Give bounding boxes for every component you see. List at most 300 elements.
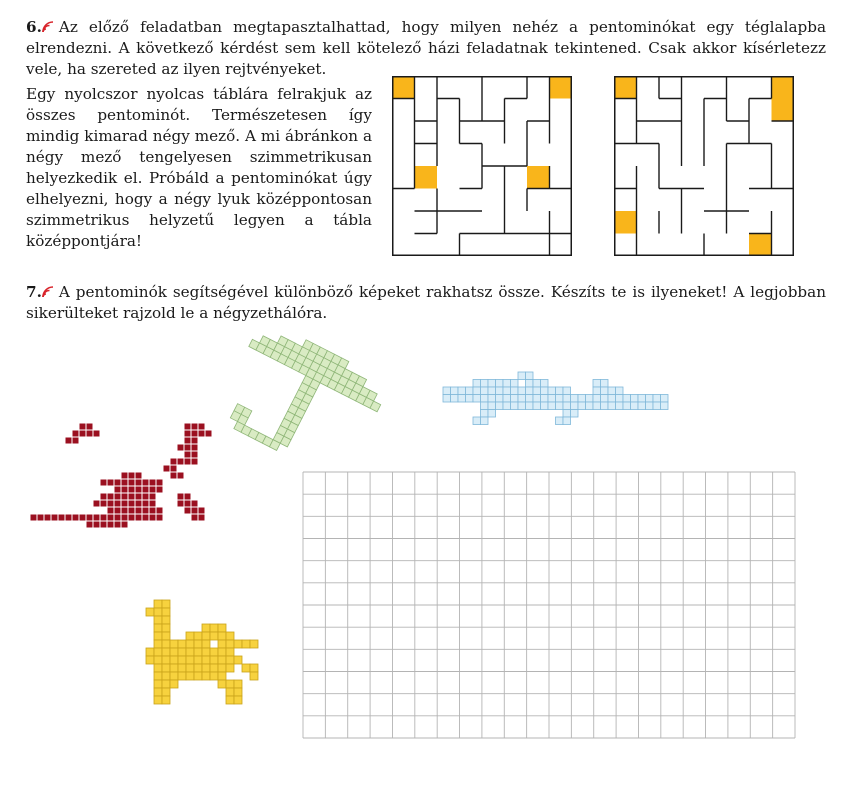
camel-cell: [226, 648, 234, 656]
crocodile-cell: [533, 402, 541, 410]
crocodile-cell: [511, 387, 519, 395]
crocodile-cell: [526, 402, 534, 410]
camel-cell: [194, 640, 202, 648]
crocodile-cell: [623, 402, 631, 410]
dinosaur-cell: [198, 430, 205, 437]
dinosaur-cell: [121, 521, 128, 528]
crocodile-cell: [661, 402, 669, 410]
dinosaur-cell: [121, 500, 128, 507]
practice-square-grid[interactable]: [302, 471, 796, 739]
camel-cell: [170, 680, 178, 688]
dinosaur-cell: [198, 514, 205, 521]
crocodile-cell: [601, 402, 609, 410]
dinosaur-cell: [177, 465, 184, 472]
dinosaur-cell: [142, 479, 149, 486]
dinosaur-cell: [184, 430, 191, 437]
dinosaur-cell: [205, 430, 212, 437]
camel-cell: [226, 632, 234, 640]
crocodile-cell: [451, 387, 459, 395]
crocodile-cell: [496, 395, 504, 403]
dinosaur-cell: [149, 514, 156, 521]
crocodile-cell: [601, 387, 609, 395]
camel-cell: [186, 648, 194, 656]
dinosaur-cell: [135, 500, 142, 507]
crocodile-cell: [563, 387, 571, 395]
dinosaur-cell: [107, 521, 114, 528]
dinosaur-cell: [184, 500, 191, 507]
crocodile-cell: [473, 380, 481, 388]
crocodile-cell: [556, 395, 564, 403]
dinosaur-cell: [100, 521, 107, 528]
camel-cell: [202, 664, 210, 672]
feasibility-signal-icon: [42, 21, 55, 33]
dinosaur-cell: [184, 451, 191, 458]
dinosaur-cell: [128, 514, 135, 521]
dinosaur-cell: [93, 514, 100, 521]
dinosaur-cell: [65, 514, 72, 521]
crocodile-cell: [541, 387, 549, 395]
crocodile-cell: [616, 387, 624, 395]
dinosaur-cell: [163, 472, 170, 479]
camel-cell: [186, 656, 194, 664]
camel-cell: [178, 672, 186, 680]
board-hole-cell: [392, 76, 415, 99]
piece-borders: [614, 76, 794, 256]
dinosaur-cell: [149, 479, 156, 486]
crocodile-cell: [526, 372, 534, 380]
camel-cell: [162, 688, 170, 696]
dinosaur-cell: [86, 514, 93, 521]
crocodile-cell: [563, 402, 571, 410]
crocodile-cell: [593, 402, 601, 410]
dinosaur-cell: [121, 465, 128, 472]
camel-cell: [234, 680, 242, 688]
crocodile-cell: [631, 395, 639, 403]
dinosaur-cell: [72, 430, 79, 437]
crocodile-cell: [593, 380, 601, 388]
crocodile-cell: [571, 395, 579, 403]
crocodile-cell: [496, 402, 504, 410]
camel-cell: [218, 624, 226, 632]
camel-cell: [162, 672, 170, 680]
camel-cell: [210, 648, 218, 656]
dinosaur-cell: [65, 437, 72, 444]
dinosaur-cell: [93, 521, 100, 528]
crocodile-cell: [586, 395, 594, 403]
task-6-intro: [26, 17, 826, 80]
crocodile-cell: [616, 402, 624, 410]
dinosaur-cell: [142, 486, 149, 493]
camel-cell: [218, 648, 226, 656]
crocodile-cell: [481, 417, 489, 425]
dinosaur-cell: [121, 479, 128, 486]
dinosaur-cell: [114, 465, 121, 472]
camel-cell: [210, 624, 218, 632]
dinosaur-cell: [177, 444, 184, 451]
camel-cell: [242, 640, 250, 648]
crocodile-cell: [548, 387, 556, 395]
dinosaur-cell: [156, 465, 163, 472]
camel-cell: [250, 664, 258, 672]
dinosaur-cell: [114, 514, 121, 521]
camel-cell: [178, 664, 186, 672]
dinosaur-cell: [177, 500, 184, 507]
crocodile-cell: [646, 395, 654, 403]
camel-cell: [234, 688, 242, 696]
crocodile-cell: [488, 380, 496, 388]
dinosaur-cell: [100, 514, 107, 521]
dinosaur-cell: [79, 423, 86, 430]
dinosaur-cell: [128, 507, 135, 514]
dinosaur-cell: [114, 479, 121, 486]
crocodile-cell: [631, 402, 639, 410]
dinosaur-cell: [170, 458, 177, 465]
crocodile-cell: [526, 380, 534, 388]
crocodile-cell: [518, 372, 526, 380]
camel-cell: [170, 648, 178, 656]
board-hole-cell: [527, 166, 550, 189]
crocodile-cell: [616, 395, 624, 403]
dinosaur-cell: [163, 465, 170, 472]
dinosaur-cell: [79, 430, 86, 437]
camel-cell: [154, 664, 162, 672]
crocodile-cell: [443, 395, 451, 403]
dinosaur-cell: [191, 451, 198, 458]
camel-cell: [234, 640, 242, 648]
dinosaur-cell: [156, 486, 163, 493]
dinosaur-cell: [100, 493, 107, 500]
crocodile-pentomino-picture: [443, 372, 673, 442]
dinosaur-cell: [128, 458, 135, 465]
crocodile-cell: [533, 380, 541, 388]
dinosaur-cell: [156, 507, 163, 514]
dinosaur-cell: [191, 437, 198, 444]
crocodile-cell: [496, 387, 504, 395]
camel-cell: [218, 680, 226, 688]
camel-cell: [242, 664, 250, 672]
camel-cell: [162, 616, 170, 624]
camel-cell: [170, 664, 178, 672]
camel-cell: [226, 664, 234, 672]
camel-cell: [218, 672, 226, 680]
dinosaur-cell: [135, 458, 142, 465]
dinosaur-cell: [79, 514, 86, 521]
dinosaur-cell: [170, 465, 177, 472]
dinosaur-cell: [149, 486, 156, 493]
camel-cell: [154, 688, 162, 696]
camel-cell: [154, 696, 162, 704]
crocodile-cell: [541, 380, 549, 388]
crocodile-cell: [563, 410, 571, 418]
dinosaur-cell: [191, 458, 198, 465]
camel-cell: [154, 680, 162, 688]
camel-cell: [154, 672, 162, 680]
crocodile-cell: [473, 387, 481, 395]
camel-cell: [226, 656, 234, 664]
camel-cell: [202, 656, 210, 664]
board-hole-cell: [772, 76, 795, 99]
dinosaur-cell: [135, 472, 142, 479]
camel-cell: [162, 648, 170, 656]
dinosaur-cell: [184, 493, 191, 500]
crocodile-cell: [443, 387, 451, 395]
crocodile-cell: [526, 387, 534, 395]
crocodile-cell: [518, 387, 526, 395]
camel-cell: [218, 664, 226, 672]
dinosaur-cell: [37, 514, 44, 521]
crocodile-cell: [458, 387, 466, 395]
dinosaur-cell: [184, 437, 191, 444]
camel-cell: [162, 696, 170, 704]
dinosaur-cell: [114, 500, 121, 507]
camel-cell: [178, 640, 186, 648]
crocodile-cell: [556, 387, 564, 395]
dinosaur-cell: [177, 472, 184, 479]
dinosaur-cell: [121, 507, 128, 514]
camel-cell: [170, 672, 178, 680]
camel-cell: [162, 608, 170, 616]
board-hole-cell: [614, 211, 637, 234]
dinosaur-cell: [114, 486, 121, 493]
crocodile-cell: [466, 387, 474, 395]
dinosaur-cell: [142, 493, 149, 500]
dinosaur-cell: [107, 479, 114, 486]
crocodile-cell: [496, 380, 504, 388]
camel-cell: [202, 648, 210, 656]
crocodile-cell: [481, 402, 489, 410]
crocodile-cell: [653, 395, 661, 403]
dinosaur-cell: [191, 423, 198, 430]
dinosaur-cell: [142, 500, 149, 507]
dinosaur-cell: [114, 472, 121, 479]
dinosaur-cell: [135, 493, 142, 500]
task-6-intro-text: Az előző feladatban megtapasztalhattad, hogy milyen nehéz a pentominókat egy téglalapba elrendezni. A következő kérdést sem kell kötelező házi feladatnak tekintened. Csak akkor kísérletezz vele, ha szereted az ilyen rejtvényeket.: [26, 18, 826, 78]
dinosaur-cell: [149, 493, 156, 500]
camel-cell: [194, 672, 202, 680]
dinosaur-cell: [198, 507, 205, 514]
dinosaur-cell: [191, 444, 198, 451]
camel-cell: [218, 632, 226, 640]
task-7-description: A pentominók segítségével különböző képeket rakhatsz össze. Készíts te is ilyeneket! A legjobban sikerülteket rajzold le a négyzethálóra.: [26, 283, 826, 322]
dinosaur-cell: [149, 458, 156, 465]
camel-cell: [154, 616, 162, 624]
dinosaur-cell: [142, 507, 149, 514]
crocodile-cell: [511, 380, 519, 388]
camel-cell: [186, 672, 194, 680]
crocodile-cell: [473, 417, 481, 425]
camel-cell: [226, 688, 234, 696]
camel-pentomino-picture: [122, 600, 272, 730]
crocodile-cell: [511, 402, 519, 410]
dinosaur-cell: [142, 458, 149, 465]
crocodile-cell: [481, 380, 489, 388]
crocodile-cell: [451, 395, 459, 403]
dinosaur-cell: [149, 500, 156, 507]
camel-cell: [186, 632, 194, 640]
camel-cell: [154, 640, 162, 648]
camel-cell: [210, 672, 218, 680]
camel-cell: [146, 608, 154, 616]
dinosaur-cell: [135, 486, 142, 493]
camel-cell: [178, 656, 186, 664]
camel-cell: [194, 664, 202, 672]
dinosaur-cell: [30, 514, 37, 521]
crocodile-cell: [466, 395, 474, 403]
crocodile-cell: [601, 380, 609, 388]
task-7-text: [26, 282, 826, 324]
crocodile-cell: [571, 410, 579, 418]
dinosaur-cell: [149, 472, 156, 479]
crocodile-cell: [563, 395, 571, 403]
crocodile-cell: [623, 395, 631, 403]
crocodile-cell: [578, 402, 586, 410]
dinosaur-cell: [93, 500, 100, 507]
camel-cell: [210, 664, 218, 672]
camel-cell: [170, 640, 178, 648]
camel-cell: [154, 600, 162, 608]
dinosaur-cell: [107, 493, 114, 500]
dinosaur-cell: [184, 444, 191, 451]
dinosaur-cell: [100, 500, 107, 507]
camel-cell: [234, 656, 242, 664]
crocodile-cell: [593, 395, 601, 403]
crocodile-cell: [488, 395, 496, 403]
camel-cell: [162, 600, 170, 608]
dinosaur-cell: [121, 472, 128, 479]
dinosaur-cell: [121, 486, 128, 493]
crocodile-cell: [556, 417, 564, 425]
crocodile-cell: [488, 402, 496, 410]
dinosaur-cell: [121, 514, 128, 521]
dinosaur-cell: [44, 514, 51, 521]
board-hole-cell: [749, 234, 772, 257]
dinosaur-cell: [93, 430, 100, 437]
dinosaur-cell: [191, 507, 198, 514]
dinosaur-cell: [121, 493, 128, 500]
camel-cell: [202, 672, 210, 680]
dinosaur-cell: [170, 472, 177, 479]
crocodile-cell: [458, 395, 466, 403]
dinosaur-cell: [170, 479, 177, 486]
dinosaur-cell: [51, 514, 58, 521]
camel-cell: [154, 608, 162, 616]
dinosaur-cell: [121, 458, 128, 465]
dinosaur-cell: [114, 507, 121, 514]
crocodile-cell: [503, 387, 511, 395]
camel-cell: [194, 656, 202, 664]
crocodile-cell: [548, 402, 556, 410]
task-6-number: 6.: [26, 18, 42, 36]
dinosaur-cell: [156, 472, 163, 479]
board-hole-cell: [415, 166, 438, 189]
dinosaur-cell: [184, 472, 191, 479]
dinosaur-cell: [107, 500, 114, 507]
crocodile-cell: [601, 395, 609, 403]
dinosaur-cell: [191, 500, 198, 507]
camel-cell: [178, 648, 186, 656]
camel-cell: [146, 648, 154, 656]
camel-cell: [162, 664, 170, 672]
camel-cell: [162, 640, 170, 648]
dinosaur-cell: [128, 486, 135, 493]
crocodile-cell: [556, 402, 564, 410]
crocodile-cell: [541, 402, 549, 410]
crocodile-cell: [571, 402, 579, 410]
crocodile-cell: [541, 395, 549, 403]
crocodile-cell: [481, 387, 489, 395]
camel-cell: [186, 640, 194, 648]
dinosaur-cell: [100, 479, 107, 486]
dinosaur-cell: [86, 430, 93, 437]
crocodile-cell: [533, 395, 541, 403]
board-hole-cell: [614, 76, 637, 99]
crocodile-cell: [661, 395, 669, 403]
crocodile-cell: [533, 387, 541, 395]
crocodile-cell: [608, 387, 616, 395]
camel-cell: [162, 624, 170, 632]
dinosaur-cell: [198, 423, 205, 430]
dinosaur-cell: [135, 479, 142, 486]
camel-cell: [202, 640, 210, 648]
crocodile-cell: [548, 395, 556, 403]
crocodile-cell: [518, 395, 526, 403]
task-6-body: Egy nyolcszor nyolcas táblára felrakjuk az összes pentominót. Természetesen így mindig kimarad négy mező. A mi ábránkon a négy mező tengelyesen szimmetrikusan helyezkedik el. Próbáld a pentominókat úgy elhelyezni, hogy a négy lyuk középpontosan szimmetrikus helyzetű legyen a tábla középpontjára!: [26, 85, 372, 250]
crocodile-cell: [653, 402, 661, 410]
camel-cell: [154, 648, 162, 656]
dinosaur-cell: [177, 458, 184, 465]
pentomino-board-right: [614, 76, 794, 256]
dinosaur-cell: [177, 479, 184, 486]
camel-cell: [210, 632, 218, 640]
dinosaur-cell: [128, 493, 135, 500]
camel-cell: [186, 664, 194, 672]
dinosaur-cell: [149, 465, 156, 472]
crocodile-cell: [511, 395, 519, 403]
camel-cell: [154, 632, 162, 640]
dinosaur-cell: [128, 500, 135, 507]
feasibility-signal-icon: [42, 286, 55, 298]
camel-cell: [170, 656, 178, 664]
camel-cell: [146, 656, 154, 664]
pentomino-board-left: [392, 76, 572, 256]
crocodile-cell: [646, 402, 654, 410]
dinosaur-cell: [128, 479, 135, 486]
dinosaur-cell: [191, 430, 198, 437]
dinosaur-cell: [72, 514, 79, 521]
dinosaur-cell: [163, 479, 170, 486]
camel-cell: [210, 656, 218, 664]
crocodile-cell: [503, 395, 511, 403]
camel-cell: [218, 656, 226, 664]
crocodile-cell: [503, 380, 511, 388]
dinosaur-cell: [191, 514, 198, 521]
crocodile-cell: [481, 395, 489, 403]
dinosaur-cell: [58, 514, 65, 521]
camel-cell: [162, 680, 170, 688]
dinosaur-cell: [86, 521, 93, 528]
crocodile-cell: [518, 402, 526, 410]
crocodile-cell: [578, 395, 586, 403]
crocodile-cell: [488, 410, 496, 418]
camel-cell: [218, 640, 226, 648]
camel-cell: [162, 656, 170, 664]
dinosaur-cell: [184, 423, 191, 430]
camel-cell: [162, 632, 170, 640]
dinosaur-cell: [107, 514, 114, 521]
dinosaur-cell: [156, 514, 163, 521]
dinosaur-cell: [135, 507, 142, 514]
camel-cell: [226, 640, 234, 648]
